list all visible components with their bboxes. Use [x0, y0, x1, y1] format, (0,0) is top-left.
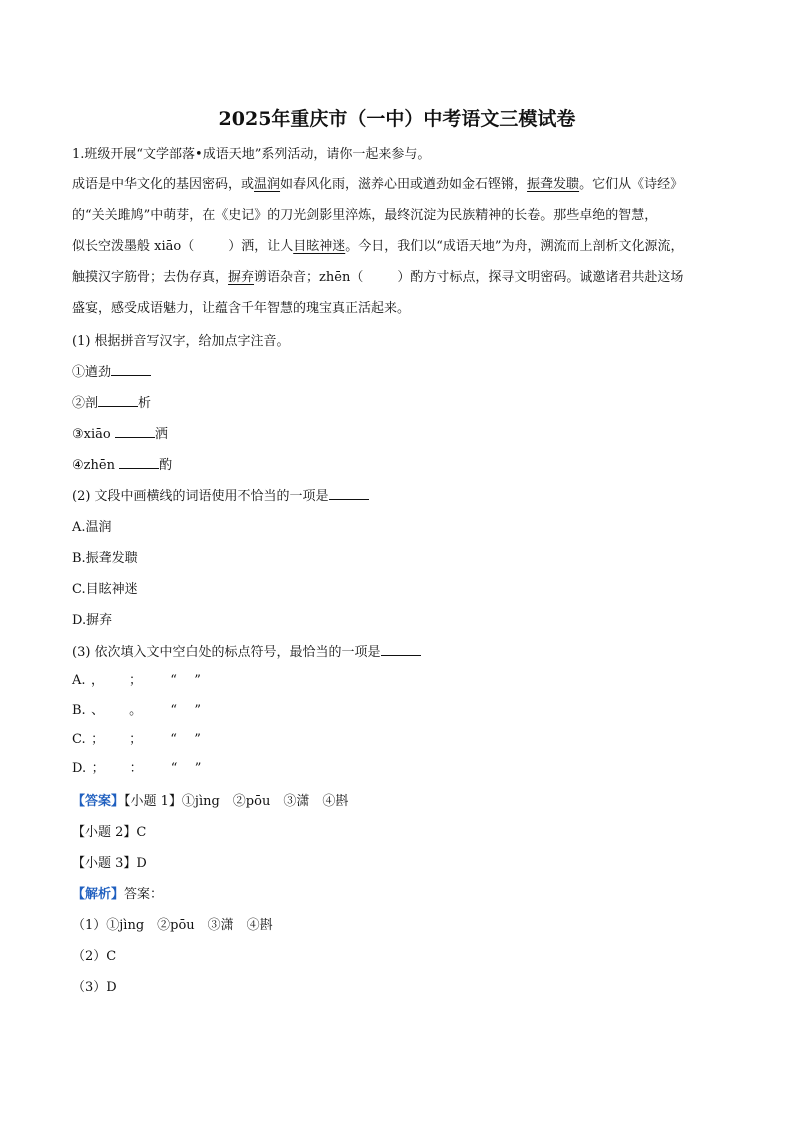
sub2-prompt: (2) 文段中画横线的词语使用不恰当的一项是 [72, 487, 369, 507]
passage-line-5: 盛宴，感受成语魅力，让蕴含千年智慧的瑰宝真正活起来。 [72, 301, 411, 316]
passage-line-2: 的“关关雎鸠”中萌芽，在《史记》的刀光剑影里淬炼，最终沉淀为民族精神的长卷。那些卓绝的智慧， [72, 208, 658, 223]
underlined-term-wenrun: 温润 [254, 177, 281, 192]
answer-q1: 【答案】【小题 1】①jìng ②pōu ③潇 ④斟 [72, 794, 349, 809]
analysis-a1: （1）①jìng ②pōu ③潇 ④斟 [72, 918, 273, 933]
sub2-option-d: D.摒弃 [72, 613, 113, 628]
underlined-term-bingqi: 摒弃 [228, 270, 255, 285]
sub1-item-3: ③xiāo 洒 [72, 427, 168, 442]
answer-tag: 【答案】 [72, 794, 125, 809]
answer-blank[interactable] [119, 456, 159, 469]
page-title: 2025年重庆市（一中）中考语文三模试卷 [218, 108, 576, 130]
analysis-a3: （3）D [72, 980, 117, 995]
sub1-item-4: ④zhēn 酌 [72, 458, 173, 473]
answer-blank[interactable] [98, 394, 138, 407]
sub2-option-b: B.振聋发聩 [72, 551, 138, 566]
sub2-option-c: C.目眩神迷 [72, 582, 138, 597]
sub3-option-a: A. ， ； “ ” [72, 673, 201, 688]
sub3-prompt: (3) 依次填入文中空白处的标点符号，最恰当的一项是 [72, 643, 421, 663]
sub3-option-b: B. 、 。 “ ” [72, 703, 202, 718]
sub1-prompt: (1) 根据拼音写汉字，给加点字注音。 [72, 334, 290, 349]
answer-q2: 【小题 2】C [72, 825, 147, 840]
underlined-term-zhenlongfakui: 振聋发聩 [527, 177, 580, 192]
sub2-option-a: A.温润 [72, 520, 112, 535]
sub3-option-c: C. ； ； “ ” [72, 732, 201, 747]
sub1-item-2: ②剖 析 [72, 396, 152, 411]
answer-blank[interactable] [381, 643, 421, 656]
passage-line-3: 似长空泼墨般 xiāo（ ）洒，让人目眩神迷。今日，我们以“成语天地”为舟，溯流而上剖析文化源流， [72, 239, 684, 254]
answer-q3: 【小题 3】D [72, 856, 147, 871]
underlined-term-muxuanshenmi: 目眩神迷 [293, 239, 346, 254]
analysis-tag: 【解析】 [72, 887, 125, 902]
question-stem: 1.班级开展“文学部落•成语天地”系列活动，请你一起来参与。 [72, 147, 431, 162]
answer-blank[interactable] [329, 487, 369, 500]
passage-line-1: 成语是中华文化的基因密码，或温润如春风化雨，滋养心田或遒劲如金石铿锵，振聋发聩。它们从《诗经》 [72, 177, 684, 192]
answer-blank[interactable] [111, 363, 151, 376]
passage-line-4: 触摸汉字筋骨；去伪存真，摒弃谫语杂音；zhēn（ ）酌方寸标点，探寻文明密码。诚邀诸君共赴这场 [72, 270, 684, 285]
analysis-a2: （2）C [72, 949, 117, 964]
answer-blank[interactable] [115, 425, 155, 438]
sub1-item-1: ①遒劲 [72, 363, 151, 383]
analysis-header: 【解析】答案： [72, 887, 164, 902]
sub3-option-d: D. ； ： “ ” [72, 761, 202, 776]
